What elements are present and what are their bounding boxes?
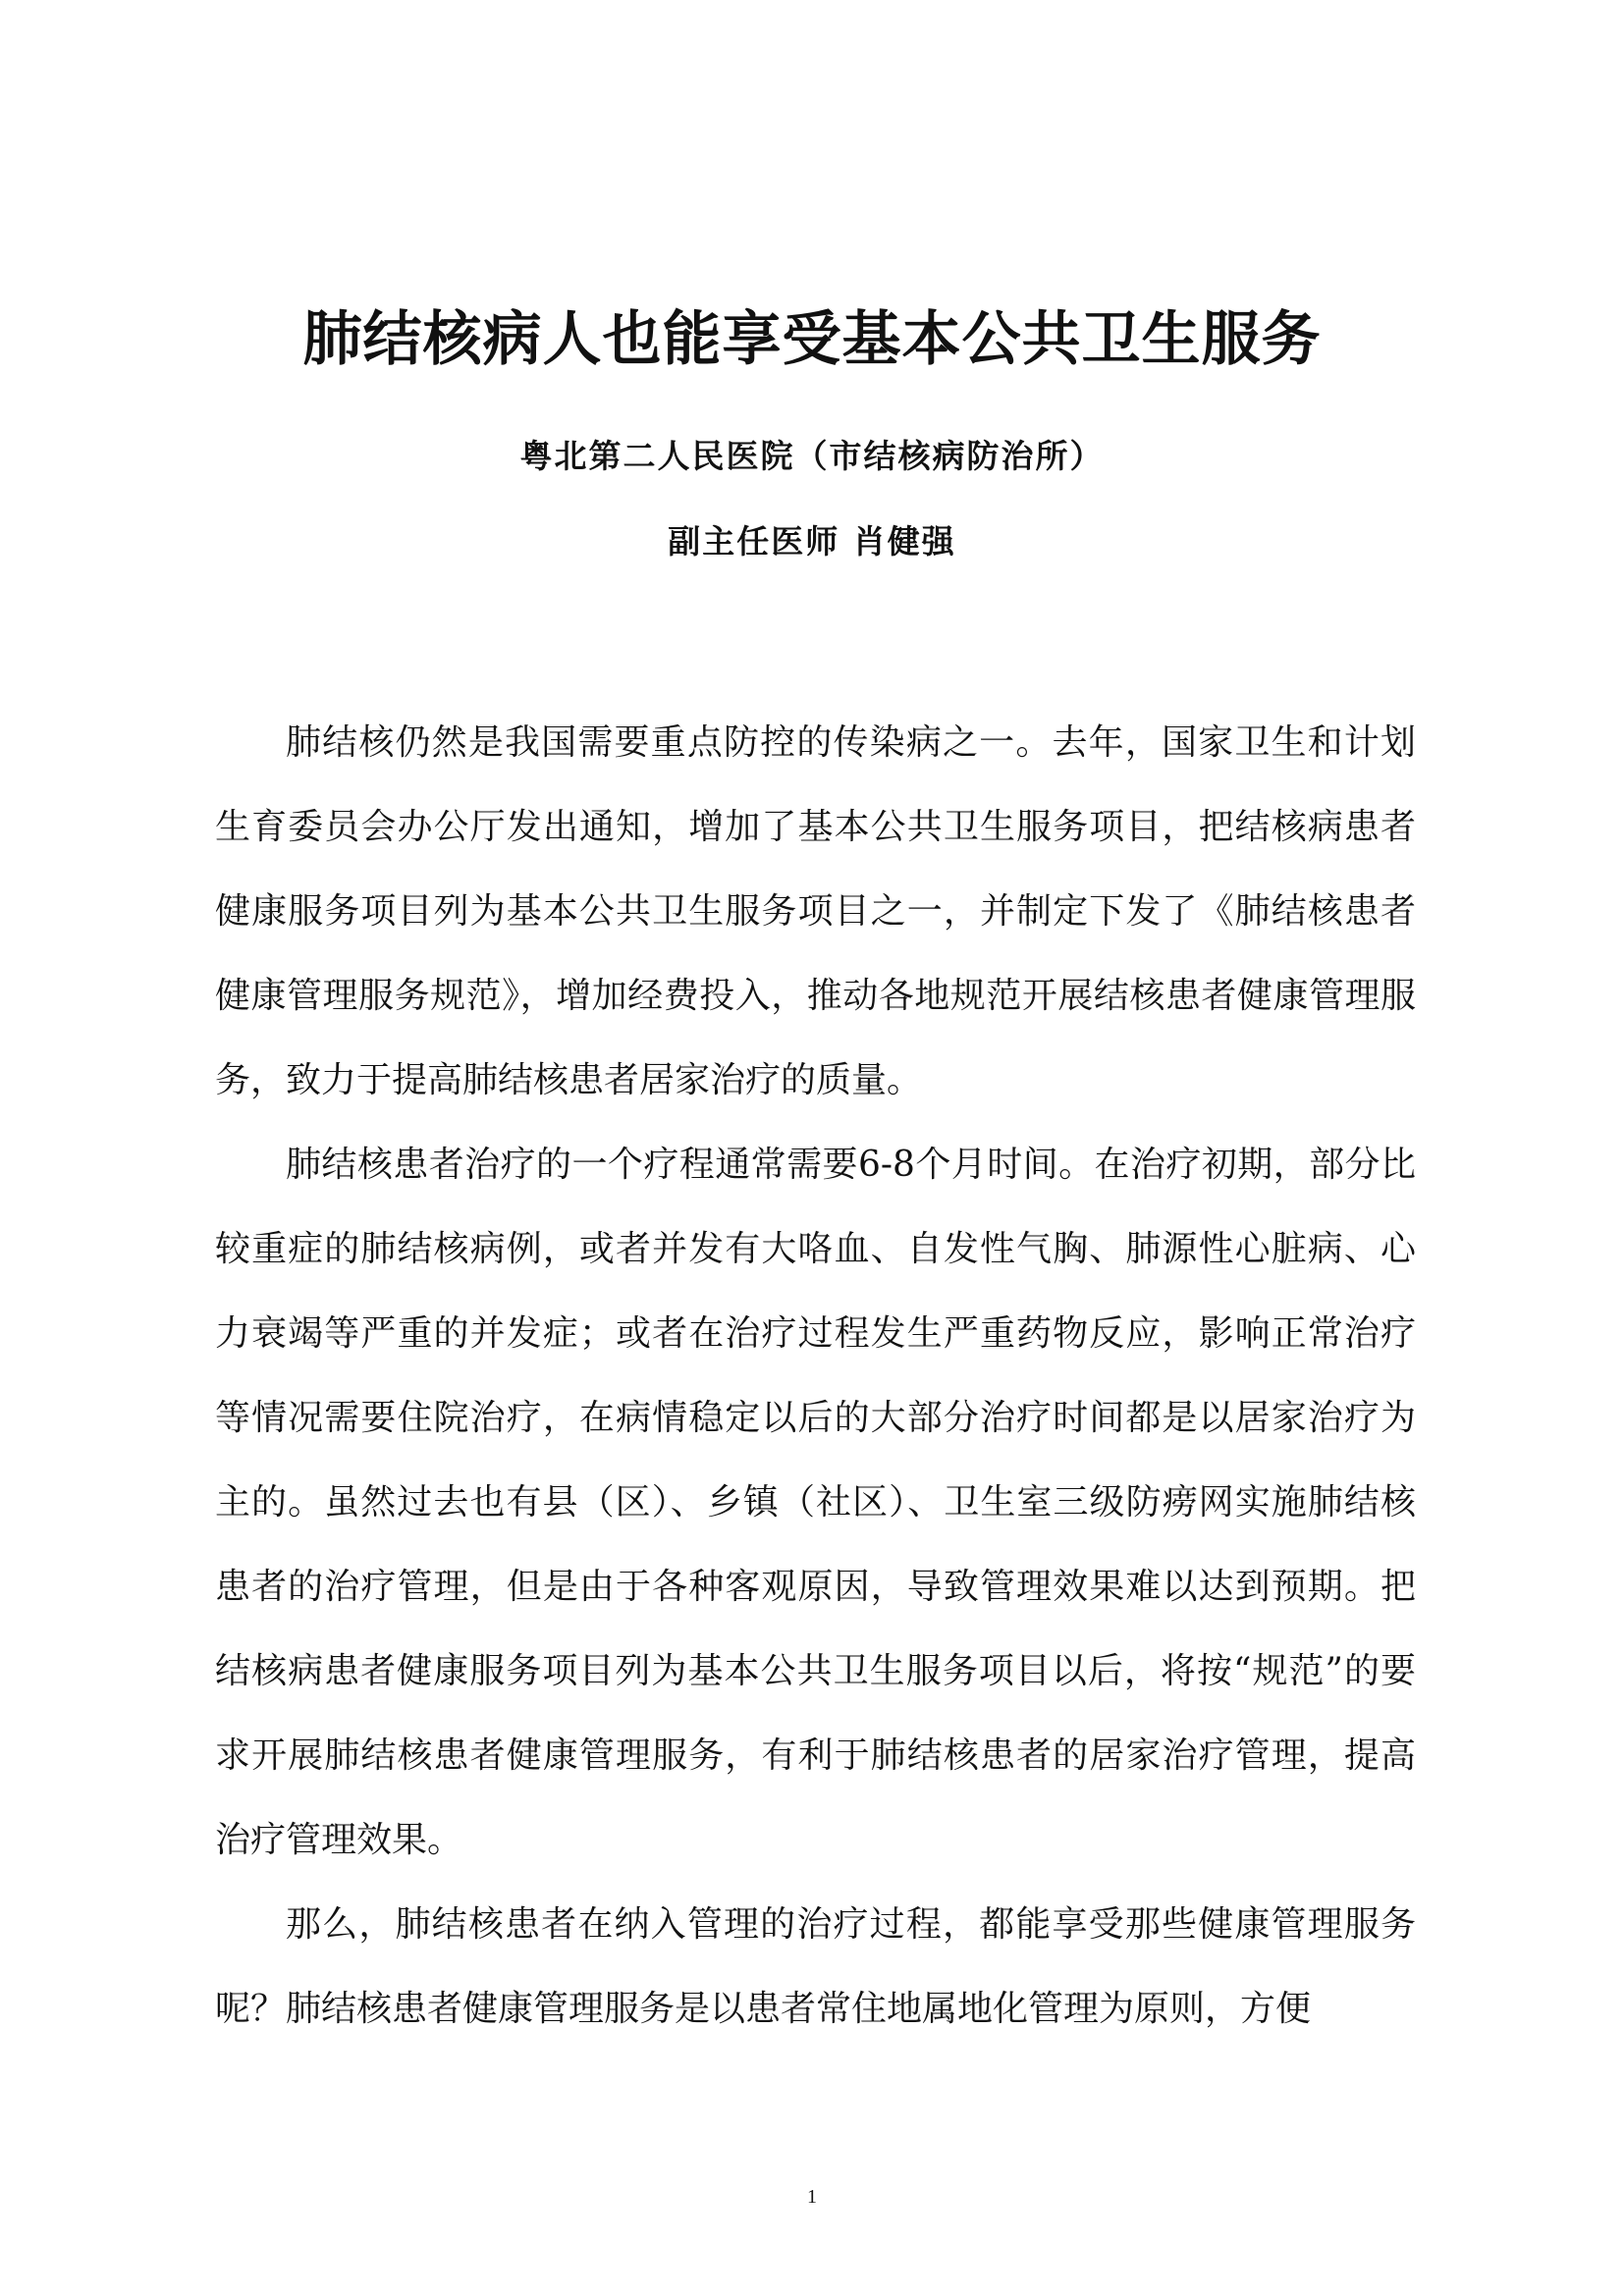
paragraph: 肺结核仍然是我国需要重点防控的传染病之一。去年，国家卫生和计划生育委员会办公厅发出通知，增加了基本公共卫生服务项目，把结核病患者健康服务项目列为基本公共卫生服务项目之一，并制定下发了《肺结核患者健康管理服务规范》，增加经费投入，推动各地规范开展结核患者健康管理服务，致力于提高肺结核患者居家治疗的质量。	[215, 722, 1416, 1100]
document-title: 肺结核病人也能享受基本公共卫生服务	[302, 305, 1322, 374]
page-number: 1	[807, 2186, 817, 2208]
author-organization: 粤北第二人民医院（市结核病防治所）	[519, 437, 1105, 475]
article-body	[215, 701, 1416, 2052]
author-name: 副主任医师 肖健强	[668, 522, 956, 561]
paragraph: 肺结核患者治疗的一个疗程通常需要6-8个月时间。在治疗初期，部分比较重症的肺结核病例，或者并发有大咯血、自发性气胸、肺源性心脏病、心力衰竭等严重的并发症；或者在治疗过程发生严重药物反应，影响正常治疗等情况需要住院治疗，在病情稳定以后的大部分治疗时间都是以居家治疗为主的。虽然过去也有县（区）、乡镇（社区）、卫生室三级防痨网实施肺结核患者的治疗管理，但是由于各种客观原因，导致管理效果难以达到预期。把结核病患者健康服务项目列为基本公共卫生服务项目以后，将按“规范”的要求开展肺结核患者健康管理服务，有利于肺结核患者的居家治疗管理，提高治疗管理效果。	[215, 1145, 1416, 1860]
paragraph: 那么，肺结核患者在纳入管理的治疗过程，都能享受那些健康管理服务呢？肺结核患者健康管理服务是以患者常住地属地化管理为原则，方便	[215, 1904, 1416, 2029]
